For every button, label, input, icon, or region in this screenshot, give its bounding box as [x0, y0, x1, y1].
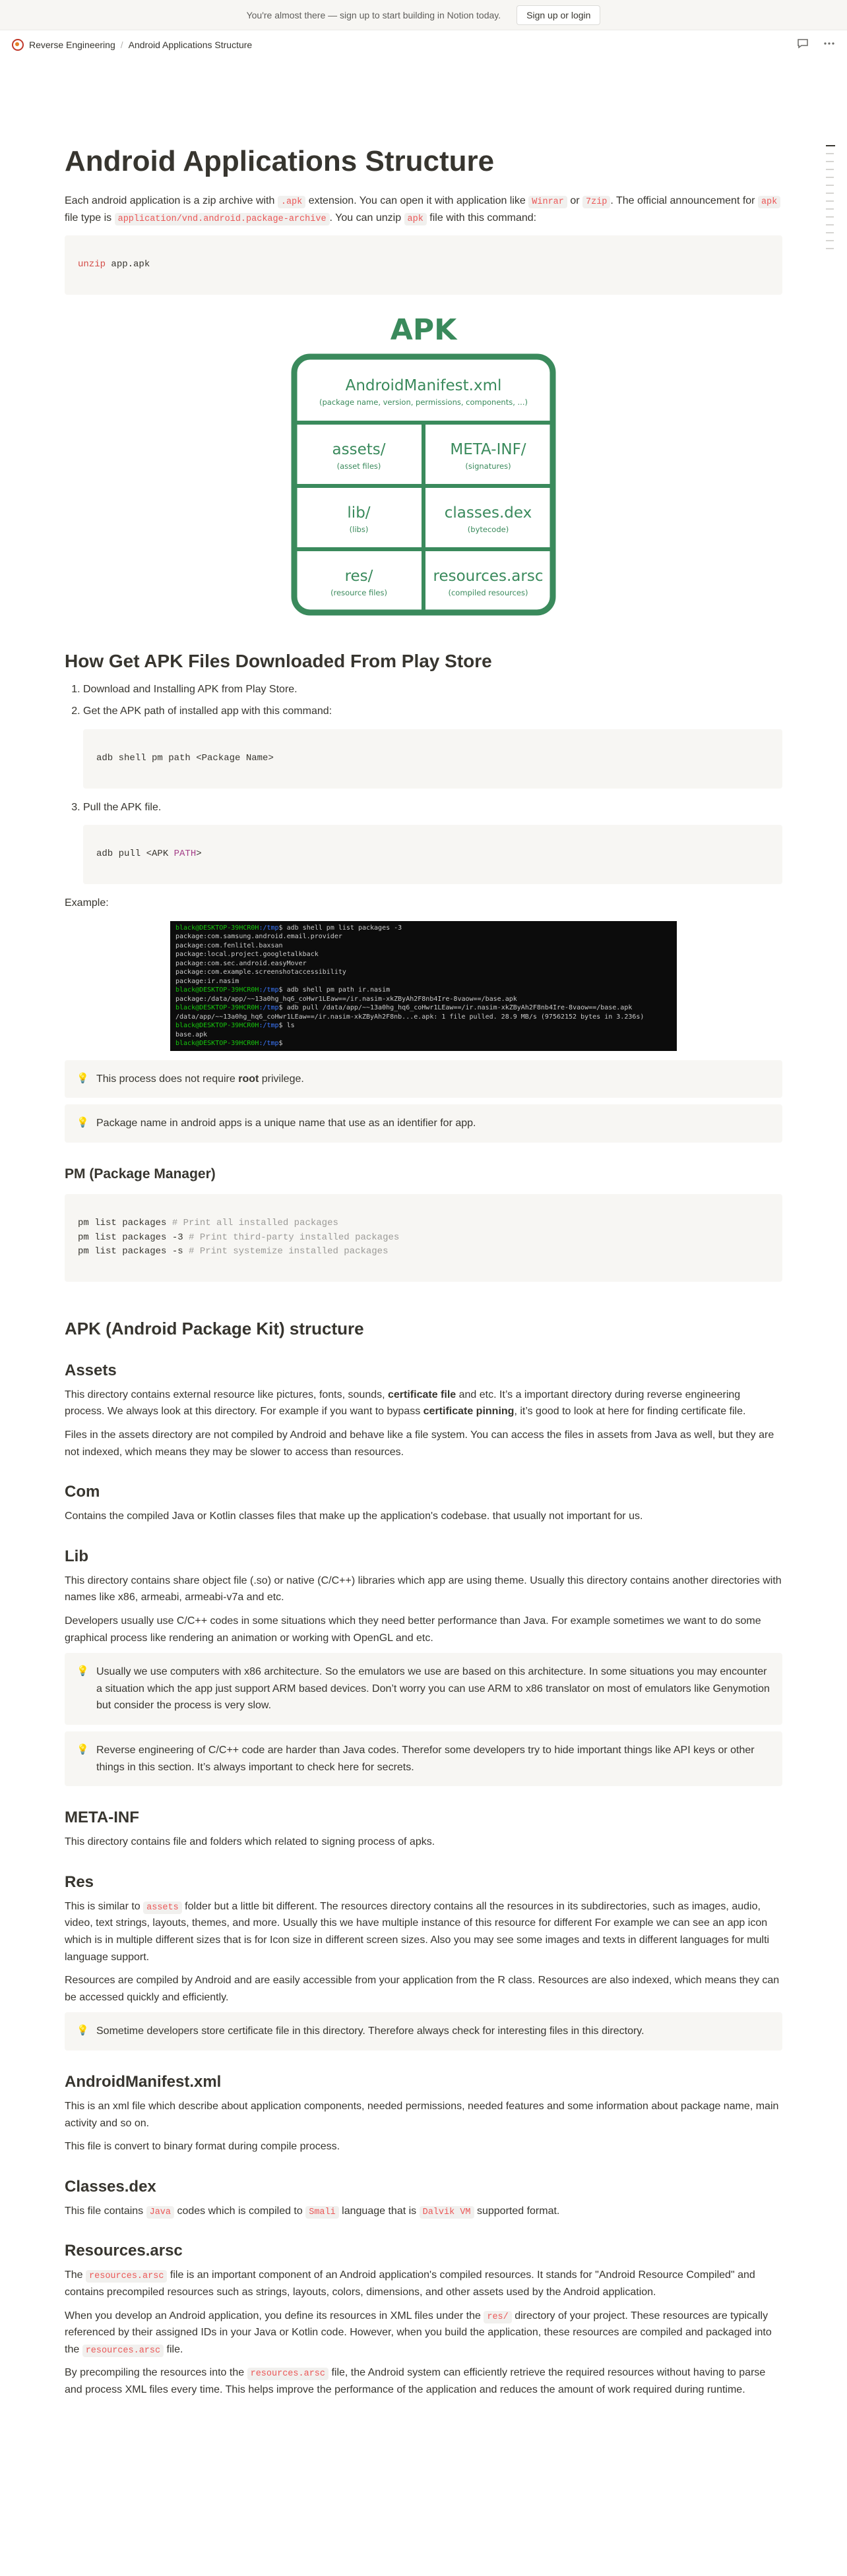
manifest-paragraph-2: This file is convert to binary format during compile process.: [65, 2141, 340, 2153]
manifest-sub: (package name, version, permissions, components, ...): [319, 397, 528, 407]
cell-lib: lib/: [347, 504, 371, 522]
heading-structure: APK (Android Package Kit) structure: [65, 1318, 364, 1338]
breadcrumb-root[interactable]: Reverse Engineering: [29, 40, 115, 50]
terminal-line: package:local.project.googletalkback: [175, 951, 319, 959]
cell-assets-sub: (asset files): [336, 461, 381, 471]
terminal-line: /data/app/~~13a0hg_hq6_coHwr1LEaw==/ir.nasim-xkZByAh2F8nb...e.apk: 1 file pulled. 28.9 MB/s (97562152 bytes in 3.236s): [175, 1013, 644, 1021]
terminal-line: package:ir.nasim: [175, 977, 239, 985]
lightbulb-icon: 💡: [77, 1117, 89, 1129]
cell-metainf: META-INF/: [450, 440, 526, 458]
callout-res-cert: 💡 Sometime developers store certificate file in this directory. Therefore always check for interesting files in this directory.: [65, 2012, 782, 2051]
lib-paragraph-1: This directory contains share object file (.so) or native (C/C++) libraries which app are using theme. Usually this directory contains another directories with names like x86, armeabi, armeabi-v7a and etc.: [65, 1574, 782, 1603]
terminal-line: black@DESKTOP-39HCR0H:/tmp$ adb shell pm list packages -3: [175, 924, 402, 932]
heading-assets: Assets: [65, 1361, 117, 1379]
cell-metainf-sub: (signatures): [465, 461, 511, 471]
signup-banner: [0, 0, 847, 30]
cell-res-sub: (resource files): [330, 587, 387, 597]
download-steps: [65, 681, 782, 884]
terminal-line: black@DESKTOP-39HCR0H:/tmp$ adb shell pm path ir.nasim: [175, 986, 391, 994]
unzip-code-block[interactable]: unzip app.apk: [65, 235, 782, 295]
intro-paragraph: Each android application is a zip archive with .apk extension. You can open it with application like Winrar or 7zip . The official announcement for apk file type is application/vnd.android.package-archive . You can unzip apk file with this command:: [65, 193, 782, 226]
banner-text: You're almost there — sign up to start building in Notion today.: [246, 9, 501, 20]
page-content: [65, 59, 782, 2576]
terminal-line: black@DESKTOP-39HCR0H:/tmp$: [175, 1040, 287, 1048]
terminal-line: black@DESKTOP-39HCR0H:/tmp$ ls: [175, 1022, 295, 1030]
manifest-paragraph-1: This is an xml file which describe about application components, needed permissions, needed features and some information about package name, main activity and so on.: [65, 2100, 779, 2129]
adb-pull-code[interactable]: adb pull <APK PATH>: [83, 825, 782, 884]
terminal-line: base.apk: [175, 1031, 208, 1038]
pm-code-block[interactable]: pm list packages # Print all installed packages pm list packages -3 # Print third-party installed packages pm list packages -s # Print systemize installed packages: [65, 1194, 782, 1282]
comment-icon[interactable]: [797, 38, 809, 52]
cell-res: res/: [344, 567, 373, 585]
callout-package-name: 💡 Package name in android apps is a unique name that use as an identifier for app.: [65, 1104, 782, 1143]
lightbulb-icon: 💡: [77, 1072, 89, 1084]
lib-paragraph-2: Developers usually use C/C++ codes in some situations which they need better performance than Java. For example sometimes we want to do some graphical process like rendering an animation or working with OpenGL and etc.: [65, 1615, 761, 1644]
pm-path-code[interactable]: adb shell pm path <Package Name>: [83, 729, 782, 789]
callout-native-secrets: 💡 Reverse engineering of C/C++ code are harder than Java codes. Therefor some developers try to hide important things like API keys or other things in this section. It’s always important to check here for secrets.: [65, 1731, 782, 1786]
res-paragraph-1: This is similar to assets folder but a little bit different. The resources directory contains all the resources in its subdirectories, such as images, audio, video, text strings, layouts, themes, and more. Usually this we have multiple instance of this resource for different For example we can see an app icon which is in multiple different sizes that is for Icon size in different screen sizes. Also you may see some images and texts in different languages for multi language support.: [65, 1900, 770, 1963]
res-paragraph-2: Resources are compiled by Android and are easily accessible from your application from the R class. Resources are also indexed, which means they can be accessed quickly and efficiently.: [65, 1975, 780, 2003]
cell-assets: assets/: [332, 440, 386, 458]
assets-paragraph-1: This directory contains external resource like pictures, fonts, sounds, certificate file and etc. It’s a important directory during reverse engineering process. We always look at this directory. For example if you want to bypass certificate pinning, it’s good to look at here for finding certificate file.: [65, 1389, 746, 1418]
cell-arsc: resources.arsc: [433, 567, 544, 585]
terminal-line: package:com.example.screenshotaccessibility: [175, 969, 346, 976]
cell-classes: classes.dex: [444, 504, 532, 522]
callout-arm: 💡 Usually we use computers with x86 architecture. So the emulators we use are based on this architecture. In some situations you may encounter a situation which the app just support ARM based devices. Don’t worry you can use ARM to x86 translator on most of emulators like Genymotion but consider the process is very slow.: [65, 1653, 782, 1725]
heading-com: Com: [65, 1483, 100, 1501]
more-icon[interactable]: [823, 38, 835, 52]
terminal-line: package:com.samsung.android.email.provider: [175, 933, 342, 941]
table-of-contents[interactable]: [826, 145, 835, 249]
apk-diagram-title: APK: [390, 313, 457, 347]
step-2: 2. Get the APK path of installed app with this command: adb shell pm path <Package Name>: [83, 703, 782, 788]
arsc-paragraph-1: The resources.arsc file is an important component of an Android application's compiled resources. It stands for "Android Resource Compiled" and contains precompiled resources such as strings, layouts, colors, dimensions, and other assets used by the Android application.: [65, 2269, 755, 2298]
step-1: 1. Download and Installing APK from Play Store.: [83, 681, 782, 698]
lightbulb-icon: 💡: [77, 1665, 89, 1677]
breadcrumb-separator: /: [120, 40, 123, 50]
terminal-line: black@DESKTOP-39HCR0H:/tmp$ adb pull /data/app/~~13a0hg_hq6_coHwr1LEaw==/ir.nasim-xkZByAh2F8nb4Ire-8vaow==/base.apk: [175, 1004, 633, 1012]
terminal-line: package:com.fenlitel.baxsan: [175, 942, 283, 949]
top-bar: [0, 30, 847, 59]
terminal-line: package:com.sec.android.easyMover: [175, 959, 307, 967]
cell-arsc-sub: (compiled resources): [448, 587, 528, 597]
assets-paragraph-2: Files in the assets directory are not compiled by Android and behave like a file system. You can access the files in assets from Java as well, but they are not indexed, which means they may be slower to access than resources.: [65, 1429, 774, 1458]
terminal-screenshot: [170, 921, 677, 1051]
cell-classes-sub: (bytecode): [467, 524, 509, 534]
heading-manifest: AndroidManifest.xml: [65, 2072, 222, 2091]
signup-button[interactable]: Sign up or login: [517, 5, 600, 25]
heading-pm: PM (Package Manager): [65, 1166, 216, 1182]
terminal-line: package:/data/app/~~13a0hg_hq6_coHwr1LEaw==/ir.nasim-xkZByAh2F8nb4Ire-8vaow==/base.apk: [175, 995, 517, 1003]
callout-root: 💡 This process does not require root privilege.: [65, 1060, 782, 1098]
arsc-paragraph-3: By precompiling the resources into the resources.arsc file, the Android system can efficiently retrieve the required resources without having to parse and process XML files every time. This helps improve the performance of the application and reduces the amount of work required during runtime.: [65, 2367, 766, 2395]
arsc-paragraph-2: When you develop an Android application, you define its resources in XML files under the res/ directory of your project. These resources are typically referenced by their assigned IDs in your Java or Kotlin code. However, when you build the application, these resources are compiled and packaged into the resources.arsc file.: [65, 2310, 772, 2356]
lightbulb-icon: 💡: [77, 2025, 89, 2037]
manifest-label: AndroidManifest.xml: [345, 376, 502, 394]
example-label: Example:: [65, 897, 109, 909]
breadcrumb: [12, 39, 252, 51]
lightbulb-icon: 💡: [77, 1744, 89, 1755]
breadcrumb-current[interactable]: Android Applications Structure: [128, 40, 253, 50]
metainf-paragraph: This directory contains file and folders which related to signing process of apks.: [65, 1836, 435, 1848]
apk-structure-diagram: [65, 308, 782, 618]
heading-metainf: META-INF: [65, 1809, 139, 1827]
notion-logo-icon: [12, 39, 24, 51]
heading-classes: Classes.dex: [65, 2177, 156, 2196]
page-title: Android Applications Structure: [65, 145, 495, 177]
cell-lib-sub: (libs): [349, 524, 369, 534]
heading-res: Res: [65, 1872, 94, 1891]
heading-arsc: Resources.arsc: [65, 2242, 183, 2260]
heading-lib: Lib: [65, 1547, 88, 1565]
classes-paragraph: This file contains Java codes which is compiled to Smali language that is Dalvik VM supported format.: [65, 2205, 560, 2217]
step-3: 3. Pull the APK file. adb pull <APK PATH>: [83, 799, 782, 884]
com-paragraph: Contains the compiled Java or Kotlin classes files that make up the application's codebase. that usually not important for us.: [65, 1511, 643, 1522]
heading-download: How Get APK Files Downloaded From Play Store: [65, 650, 492, 671]
